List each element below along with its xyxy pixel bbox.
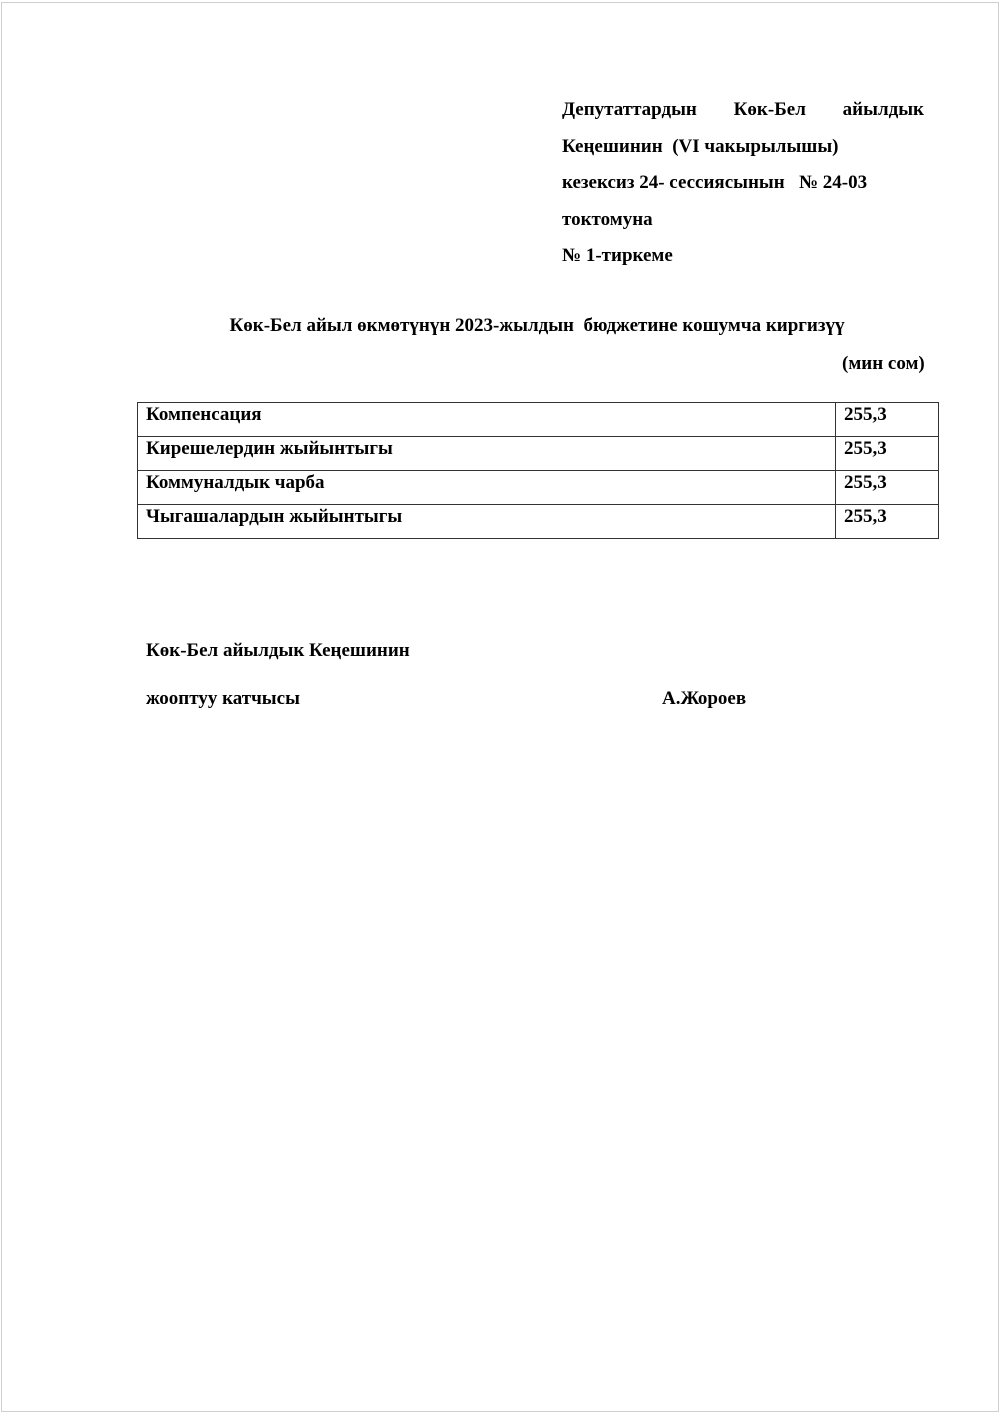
signatory-name: А.Жороев — [662, 688, 747, 709]
row-value: 255,3 — [836, 471, 939, 505]
row-label: Чыгашалардын жыйынтыгы — [138, 505, 836, 539]
row-label: Компенсация — [138, 403, 836, 437]
header-line-5: № 1-тиркеме — [562, 245, 673, 266]
resolution-reference — [562, 95, 924, 278]
row-value: 255,3 — [836, 403, 939, 437]
header-word: айылдык — [842, 99, 924, 120]
table-row — [138, 437, 939, 471]
row-value: 255,3 — [836, 505, 939, 539]
header-word: Көк-Бел — [733, 99, 806, 120]
budget-table — [137, 402, 939, 539]
header-line-4: токтомуна — [562, 208, 653, 230]
row-value: 255,3 — [836, 437, 939, 471]
header-line-2: Кеңешинин (VI чакырылышы) — [562, 135, 839, 157]
table-row — [138, 505, 939, 539]
row-label: Коммуналдык чарба — [138, 471, 836, 505]
signature-role: жооптуу катчысы — [146, 688, 300, 709]
signature-organization: Көк-Бел айылдык Кеңешинин — [146, 640, 410, 661]
units-label: (мин сом) — [842, 353, 925, 374]
header-line-3: кезексиз 24- сессиясынын № 24-03 — [562, 172, 868, 193]
row-label: Кирешелердин жыйынтыгы — [138, 437, 836, 471]
header-word: Депутаттардын — [562, 99, 697, 120]
table-row — [138, 471, 939, 505]
document-title: Көк-Бел айыл өкмөтүнүн 2023-жылдын бюджетине кошумча киргизүү — [229, 315, 845, 336]
table-row — [138, 403, 939, 437]
header-line-1 — [562, 95, 924, 132]
